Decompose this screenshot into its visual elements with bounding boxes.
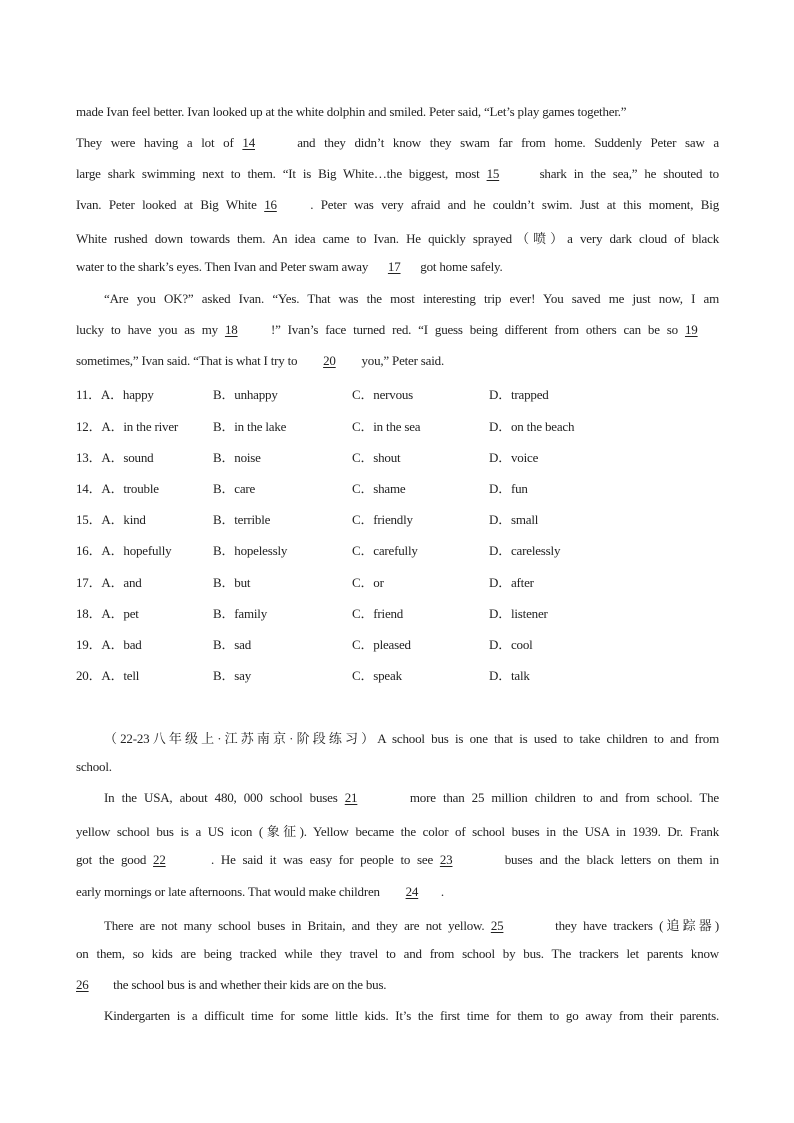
blank-24: 24 (405, 884, 419, 899)
blank-17: 17 (387, 259, 401, 274)
passage-text: school. (76, 759, 112, 774)
option-c: C．nervous (352, 387, 414, 402)
passage-line (76, 228, 719, 247)
option-d: D．talk (489, 668, 530, 683)
passage-line (104, 790, 719, 806)
passage-line (76, 259, 503, 275)
passage-text: buses and the black letters on them in (504, 852, 719, 867)
passage-text: large shark swimming next to them. “It is Big White…the biggest, most (76, 166, 480, 181)
option-c: C．speak (352, 668, 402, 683)
option-row (76, 572, 716, 590)
option-a: 20．A．tell (76, 668, 140, 683)
blank-21: 21 (344, 790, 358, 805)
blank-15: 15 (486, 166, 500, 181)
option-b: B．sad (213, 637, 252, 652)
option-b: B．family (213, 606, 268, 621)
blank-22: 22 (153, 852, 166, 867)
passage-text: water to the shark’s eyes. Then Ivan and Peter swam away (76, 259, 369, 274)
option-a: 18．A．pet (76, 606, 139, 621)
passage-line (76, 946, 719, 962)
option-row (76, 478, 716, 496)
passage-text: . He said it was easy for people to see (211, 852, 434, 867)
passage-line (76, 977, 386, 993)
option-d: D．on the beach (489, 419, 575, 434)
blank-25: 25 (490, 918, 504, 933)
passage-text: they have trackers (追踪器) (555, 918, 719, 933)
passage-line (76, 197, 719, 213)
passage-text: and they didn’t know they swam far from home. Suddenly Peter saw a (297, 135, 719, 150)
option-row (76, 384, 716, 402)
passage-text: “Are you OK?” asked Ivan. “Yes. That was the most interesting trip ever! You saved me just now, I am (104, 291, 719, 306)
option-d: D．voice (489, 450, 539, 465)
option-b: B．in the lake (213, 419, 287, 434)
option-row (76, 447, 716, 465)
passage-line (76, 852, 719, 868)
passage-text: got home safely. (420, 259, 503, 274)
passage-text: got the good (76, 852, 147, 867)
option-a: 14．A．trouble (76, 481, 159, 496)
passage-text: In the USA, about 480, 000 school buses (104, 790, 338, 805)
option-a: 12．A．in the river (76, 419, 179, 434)
passage-text: They were having a lot of (76, 135, 234, 150)
passage-text: you,” Peter said. (361, 353, 444, 368)
passage-line (76, 322, 719, 338)
passage-text: the school bus is and whether their kids are on the bus. (113, 977, 387, 992)
option-row (76, 603, 716, 621)
passage-line (104, 915, 719, 934)
blank-16: 16 (264, 197, 277, 212)
passage-text: shark in the sea,” he shouted to (539, 166, 719, 181)
option-row (76, 665, 716, 683)
passage-text: Ivan. Peter looked at Big White (76, 197, 257, 212)
option-b: B．hopelessly (213, 543, 288, 558)
passage-text: There are not many school buses in Britain, and they are not yellow. (104, 918, 485, 933)
passage-line (76, 759, 112, 775)
passage-text: yellow school bus is a US icon (象征). Yellow became the color of school buses in the USA in 1939. Dr. Frank (76, 824, 719, 839)
option-b: B．terrible (213, 512, 271, 527)
option-c: C．shame (352, 481, 406, 496)
option-d: D．fun (489, 481, 528, 496)
option-a: 13．A．sound (76, 450, 154, 465)
passage-text: made Ivan feel better. Ivan looked up at the white dolphin and smiled. Peter said, “Let’s play games together.” (76, 104, 627, 119)
option-row (76, 509, 716, 527)
blank-18: 18 (224, 322, 238, 337)
option-c: C．friendly (352, 512, 413, 527)
passage-text: . (440, 884, 444, 899)
passage-text: Kindergarten is a difficult time for some little kids. It’s the first time for them to go away from their parents. (104, 1008, 719, 1023)
option-c: C．or (352, 575, 384, 590)
passage-line (76, 353, 444, 369)
option-a: 11．A．happy (76, 387, 154, 402)
option-c: C．friend (352, 606, 404, 621)
option-a: 19．A．bad (76, 637, 142, 652)
blank-26: 26 (76, 977, 89, 992)
blank-19: 19 (684, 322, 698, 337)
option-d: D．after (489, 575, 534, 590)
passage-text: more than 25 million children to and from school. The (409, 790, 719, 805)
option-row (76, 540, 716, 558)
passage-text: on them, so kids are being tracked while they travel to and from school by bus. The trackers let parents know (76, 946, 719, 961)
option-b: B．but (213, 575, 251, 590)
blank-20: 20 (323, 353, 336, 368)
passage-line (104, 291, 719, 307)
passage-text: lucky to have you as my (76, 322, 218, 337)
passage-line (76, 166, 719, 182)
option-row (76, 634, 716, 652)
option-a: 17．A．and (76, 575, 142, 590)
option-d: D．trapped (489, 387, 549, 402)
option-b: B．unhappy (213, 387, 278, 402)
passage-text: !” Ivan’s face turned red. “I guess being different from others can be so (270, 322, 678, 337)
passage-line (76, 135, 719, 151)
passage-text: White rushed down towards them. An idea came to Ivan. He quickly sprayed（喷）a very dark cloud of black (76, 231, 719, 246)
option-b: B．noise (213, 450, 261, 465)
option-c: C．in the sea (352, 419, 421, 434)
option-d: D．listener (489, 606, 548, 621)
blank-23: 23 (439, 852, 453, 867)
option-a: 16．A．hopefully (76, 543, 172, 558)
passage-line (76, 821, 719, 840)
option-d: D．cool (489, 637, 533, 652)
option-c: C．shout (352, 450, 401, 465)
option-row (76, 416, 716, 434)
blank-14: 14 (242, 135, 255, 150)
option-a: 15．A．kind (76, 512, 146, 527)
passage-text: . Peter was very afraid and he couldn’t swim. Just at this moment, Big (310, 197, 719, 212)
passage-heading: （22-23八年级上·江苏南京·阶段练习）A school bus is one that is used to take children to and from (104, 731, 719, 746)
passage-text: sometimes,” Ivan said. “That is what I try to (76, 353, 298, 368)
passage-line (76, 884, 444, 900)
option-d: D．carelessly (489, 543, 561, 558)
passage-line (104, 728, 719, 747)
passage-text: early mornings or late afternoons. That would make children (76, 884, 380, 899)
passage-line (104, 1008, 719, 1024)
option-b: B．care (213, 481, 256, 496)
option-b: B．say (213, 668, 252, 683)
passage-line (76, 104, 626, 120)
option-c: C．pleased (352, 637, 411, 652)
option-c: C．carefully (352, 543, 418, 558)
option-d: D．small (489, 512, 539, 527)
